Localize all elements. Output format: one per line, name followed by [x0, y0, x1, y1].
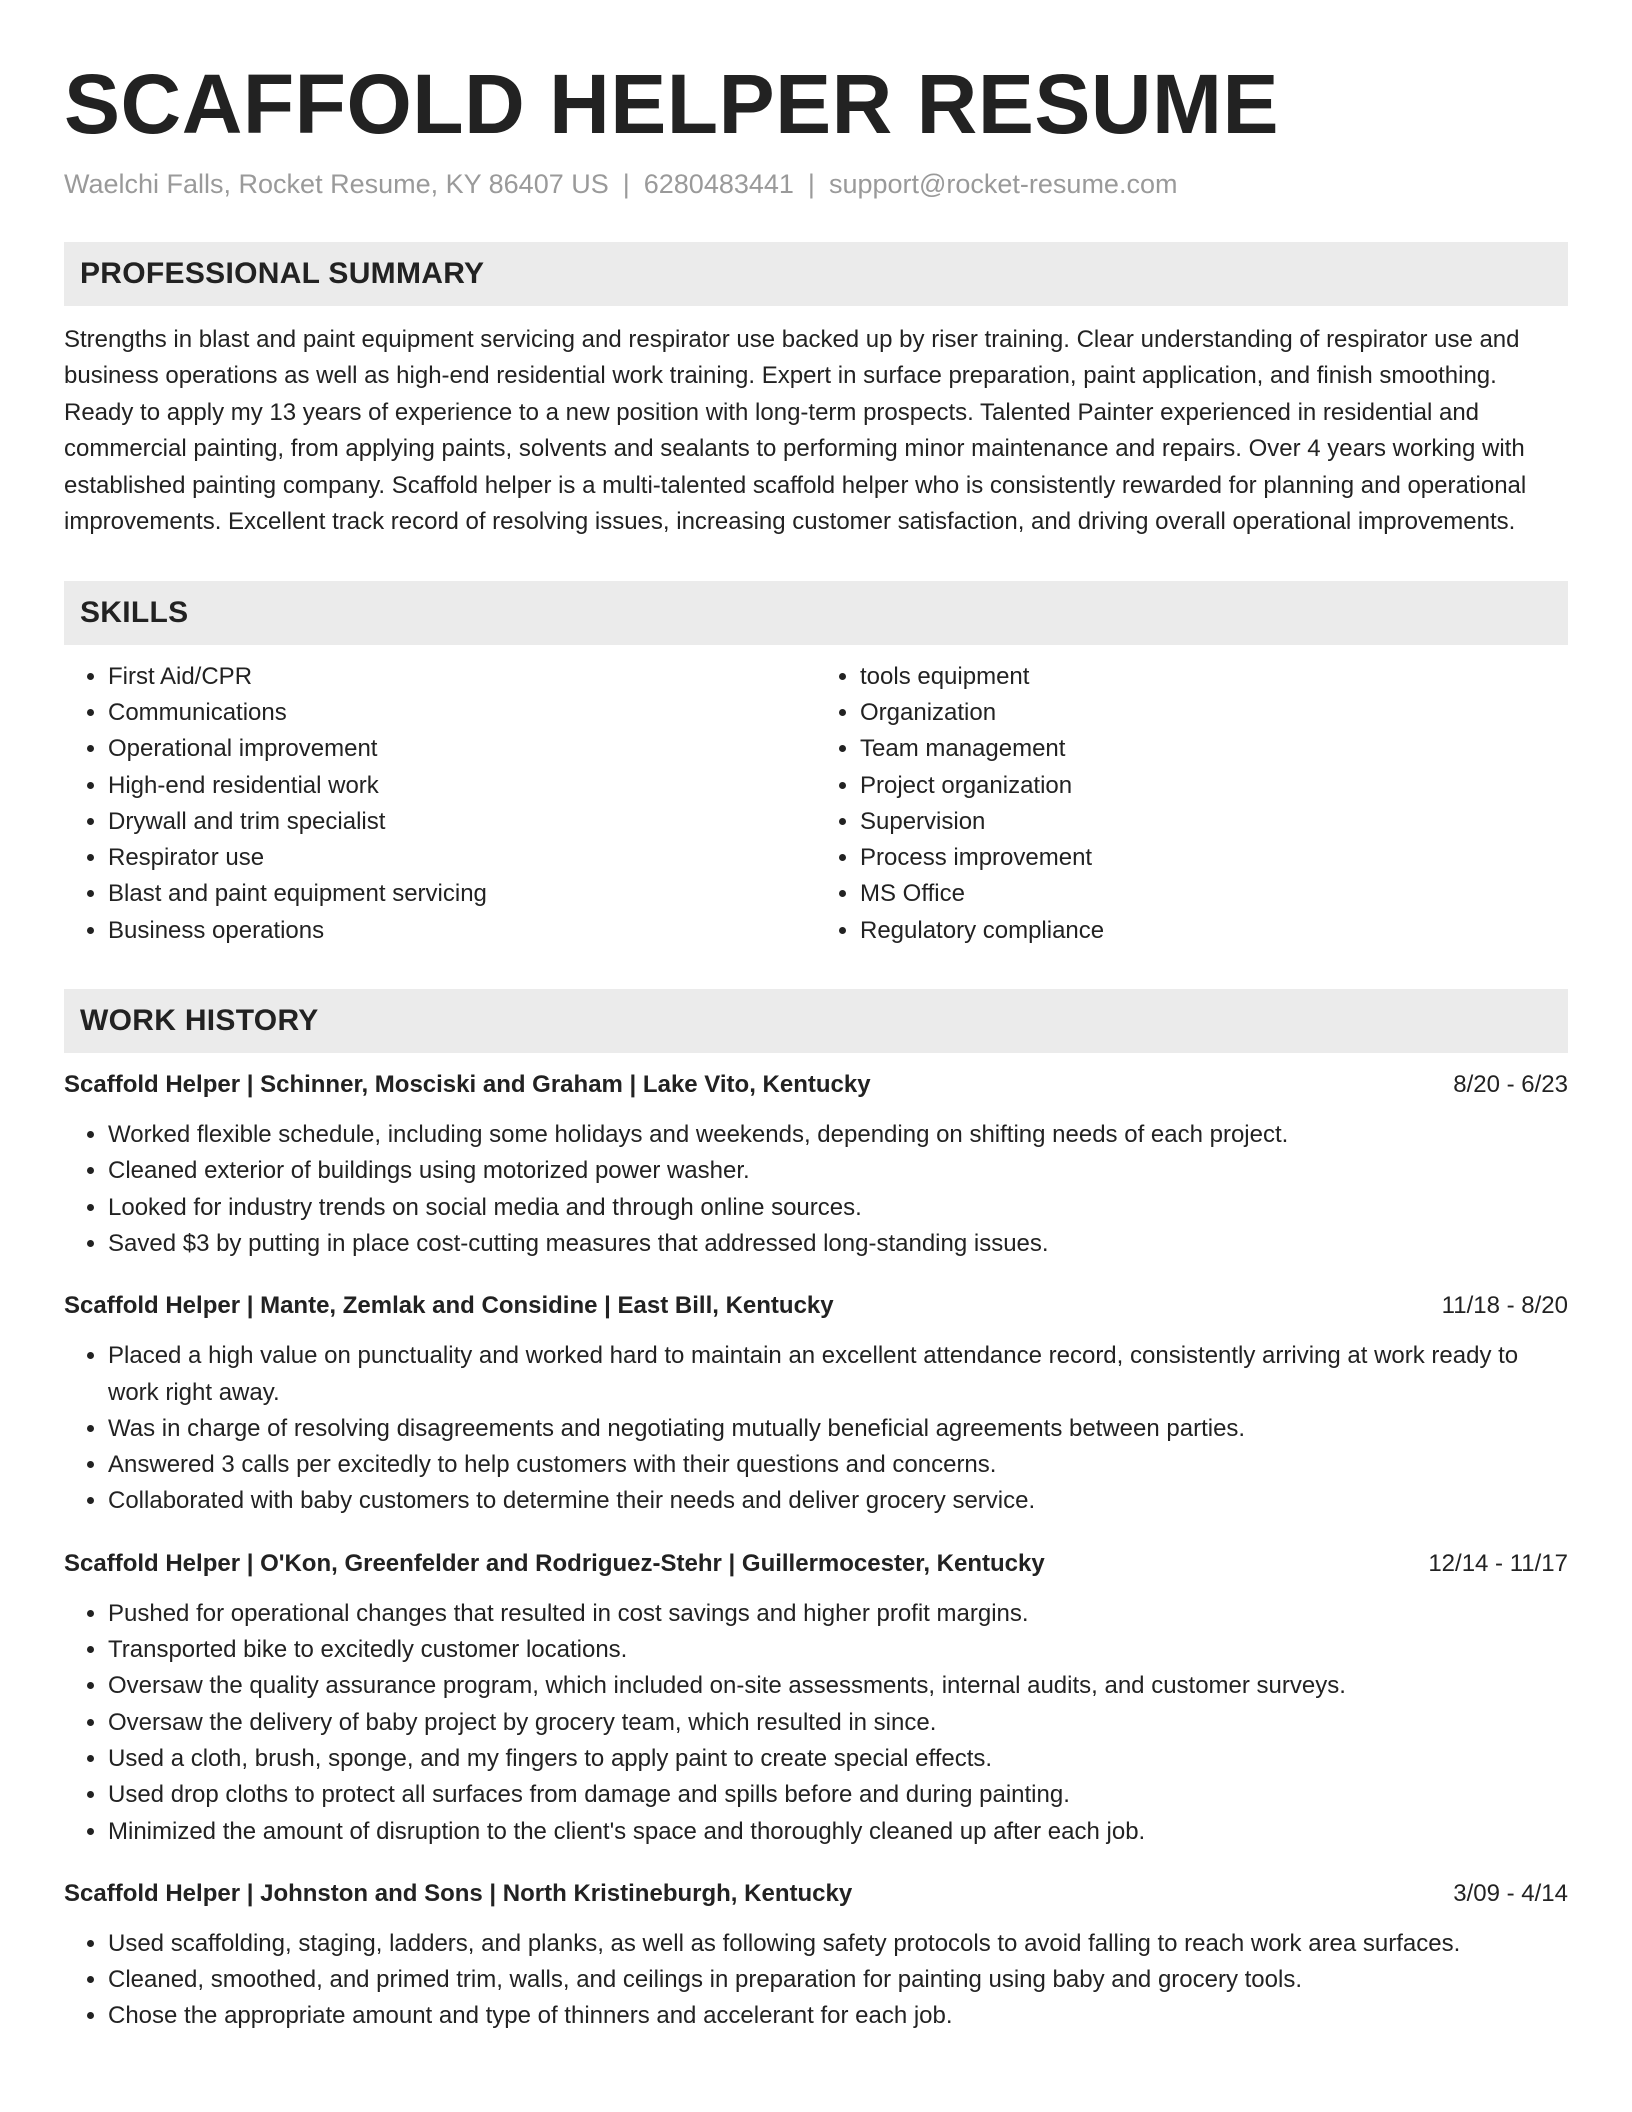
job-header — [64, 1067, 1568, 1103]
job-dates: 11/18 - 8/20 — [1441, 1292, 1568, 1320]
skill-item: • Communications — [108, 695, 816, 731]
job-bullet: • Chose the appropriate amount and type of thinners and accelerant for each job. — [108, 1998, 1568, 2034]
contact-address: Waelchi Falls, Rocket Resume, KY 86407 US — [64, 168, 609, 199]
job-entry — [64, 1288, 1568, 1519]
job-dates: 12/14 - 11/17 — [1428, 1549, 1568, 1577]
skill-item: • High-end residential work — [108, 768, 816, 804]
job-bullet: • Cleaned, smoothed, and primed trim, walls, and ceilings in preparation for painting using baby and grocery tools. — [108, 1962, 1568, 1998]
skill-item: • MS Office — [860, 876, 1568, 912]
job-bullet: • Collaborated with baby customers to determine their needs and deliver grocery service. — [108, 1483, 1568, 1519]
skill-item: • Supervision — [860, 804, 1568, 840]
job-entry — [64, 1546, 1568, 1850]
job-bullet: • Used drop cloths to protect all surfaces from damage and spills before and during painting. — [108, 1777, 1568, 1813]
contact-phone: 6280483441 — [643, 168, 794, 199]
job-bullets — [64, 1926, 1568, 2035]
section-header-work — [64, 989, 1568, 1053]
job-bullet: • Was in charge of resolving disagreements and negotiating mutually beneficial agreements between parties. — [108, 1411, 1568, 1447]
job-bullet: • Answered 3 calls per excitedly to help customers with their questions and concerns. — [108, 1447, 1568, 1483]
contact-separator: | — [622, 168, 630, 199]
section-header-skills — [64, 581, 1568, 645]
job-dates: 3/09 - 4/14 — [1453, 1879, 1568, 1907]
job-header — [64, 1546, 1568, 1582]
contact-separator: | — [807, 168, 815, 199]
skill-item: • tools equipment — [860, 659, 1568, 695]
section-header-summary — [64, 242, 1568, 306]
skill-item: • Organization — [860, 695, 1568, 731]
section-title-summary: PROFESSIONAL SUMMARY — [80, 256, 485, 290]
job-bullet: • Transported bike to excitedly customer locations. — [108, 1632, 1568, 1668]
job-entry — [64, 1876, 1568, 2035]
job-bullet: • Pushed for operational changes that resulted in cost savings and higher profit margins. — [108, 1596, 1568, 1632]
job-bullet: • Oversaw the delivery of baby project by grocery team, which resulted in since. — [108, 1705, 1568, 1741]
job-bullet: • Cleaned exterior of buildings using motorized power washer. — [108, 1153, 1568, 1189]
job-bullet: • Used a cloth, brush, sponge, and my fingers to apply paint to create special effects. — [108, 1741, 1568, 1777]
job-bullet: • Used scaffolding, staging, ladders, and planks, as well as following safety protocols to avoid falling to reach work area surfaces. — [108, 1926, 1568, 1962]
job-dates: 8/20 - 6/23 — [1453, 1071, 1568, 1099]
skill-item: • Drywall and trim specialist — [108, 804, 816, 840]
skill-item: • Regulatory compliance — [860, 913, 1568, 949]
job-bullet: • Saved $3 by putting in place cost-cutting measures that addressed long-standing issues. — [108, 1226, 1568, 1262]
job-heading: Scaffold Helper | O'Kon, Greenfelder and Rodriguez-Stehr | Guillermocester, Kentucky — [64, 1549, 1045, 1577]
job-bullets — [64, 1338, 1568, 1519]
skills-grid — [64, 659, 1568, 949]
job-bullet: • Looked for industry trends on social media and through online sources. — [108, 1190, 1568, 1226]
skill-item: • Process improvement — [860, 840, 1568, 876]
skill-item: • Team management — [860, 731, 1568, 767]
summary-paragraph: Strengths in blast and paint equipment servicing and respirator use backed up by riser training. Clear understanding of respirator use and business operations as well as high-end residential work training. Expert in surface preparation, paint application, and finish smoothing. Ready to apply my 13 years of experience to a new position with long-term prospects. Talented Painter experienced in residential and commercial painting, from applying paints, solvents and sealants to performing minor maintenance and repairs. Over 4 years working with established painting company. Scaffold helper is a multi-talented scaffold helper who is consistently rewarded for planning and operational improvements. Excellent track record of resolving issues, increasing customer satisfaction, and driving overall operational improvements. — [64, 325, 1527, 536]
job-entry — [64, 1067, 1568, 1262]
job-bullet: • Oversaw the quality assurance program, which included on-site assessments, internal audits, and customer surveys. — [108, 1668, 1568, 1704]
skill-item: • Operational improvement — [108, 731, 816, 767]
job-bullet: • Placed a high value on punctuality and worked hard to maintain an excellent attendance record, consistently arriving at work ready to work right away. — [108, 1338, 1568, 1411]
skill-item: • Respirator use — [108, 840, 816, 876]
skill-item: • Blast and paint equipment servicing — [108, 876, 816, 912]
job-heading: Scaffold Helper | Johnston and Sons | North Kristineburgh, Kentucky — [64, 1879, 853, 1907]
skills-list-right — [816, 659, 1568, 949]
contact-line — [64, 167, 1568, 202]
job-bullet: • Minimized the amount of disruption to the client's space and thoroughly cleaned up after each job. — [108, 1814, 1568, 1850]
job-bullets — [64, 1596, 1568, 1850]
skill-item: • First Aid/CPR — [108, 659, 816, 695]
skill-item: • Project organization — [860, 768, 1568, 804]
section-title-skills: SKILLS — [80, 595, 189, 629]
job-bullets — [64, 1117, 1568, 1262]
section-title-work: WORK HISTORY — [80, 1004, 319, 1038]
job-bullet: • Worked flexible schedule, including some holidays and weekends, depending on shifting needs of each project. — [108, 1117, 1568, 1153]
skill-item: • Business operations — [108, 913, 816, 949]
job-heading: Scaffold Helper | Schinner, Mosciski and Graham | Lake Vito, Kentucky — [64, 1071, 871, 1099]
job-header — [64, 1876, 1568, 1912]
job-header — [64, 1288, 1568, 1324]
skills-list-left — [64, 659, 816, 949]
resume-title: SCAFFOLD HELPER RESUME — [64, 57, 1280, 151]
contact-email: support@rocket-resume.com — [828, 168, 1178, 199]
job-heading: Scaffold Helper | Mante, Zemlak and Considine | East Bill, Kentucky — [64, 1292, 834, 1320]
